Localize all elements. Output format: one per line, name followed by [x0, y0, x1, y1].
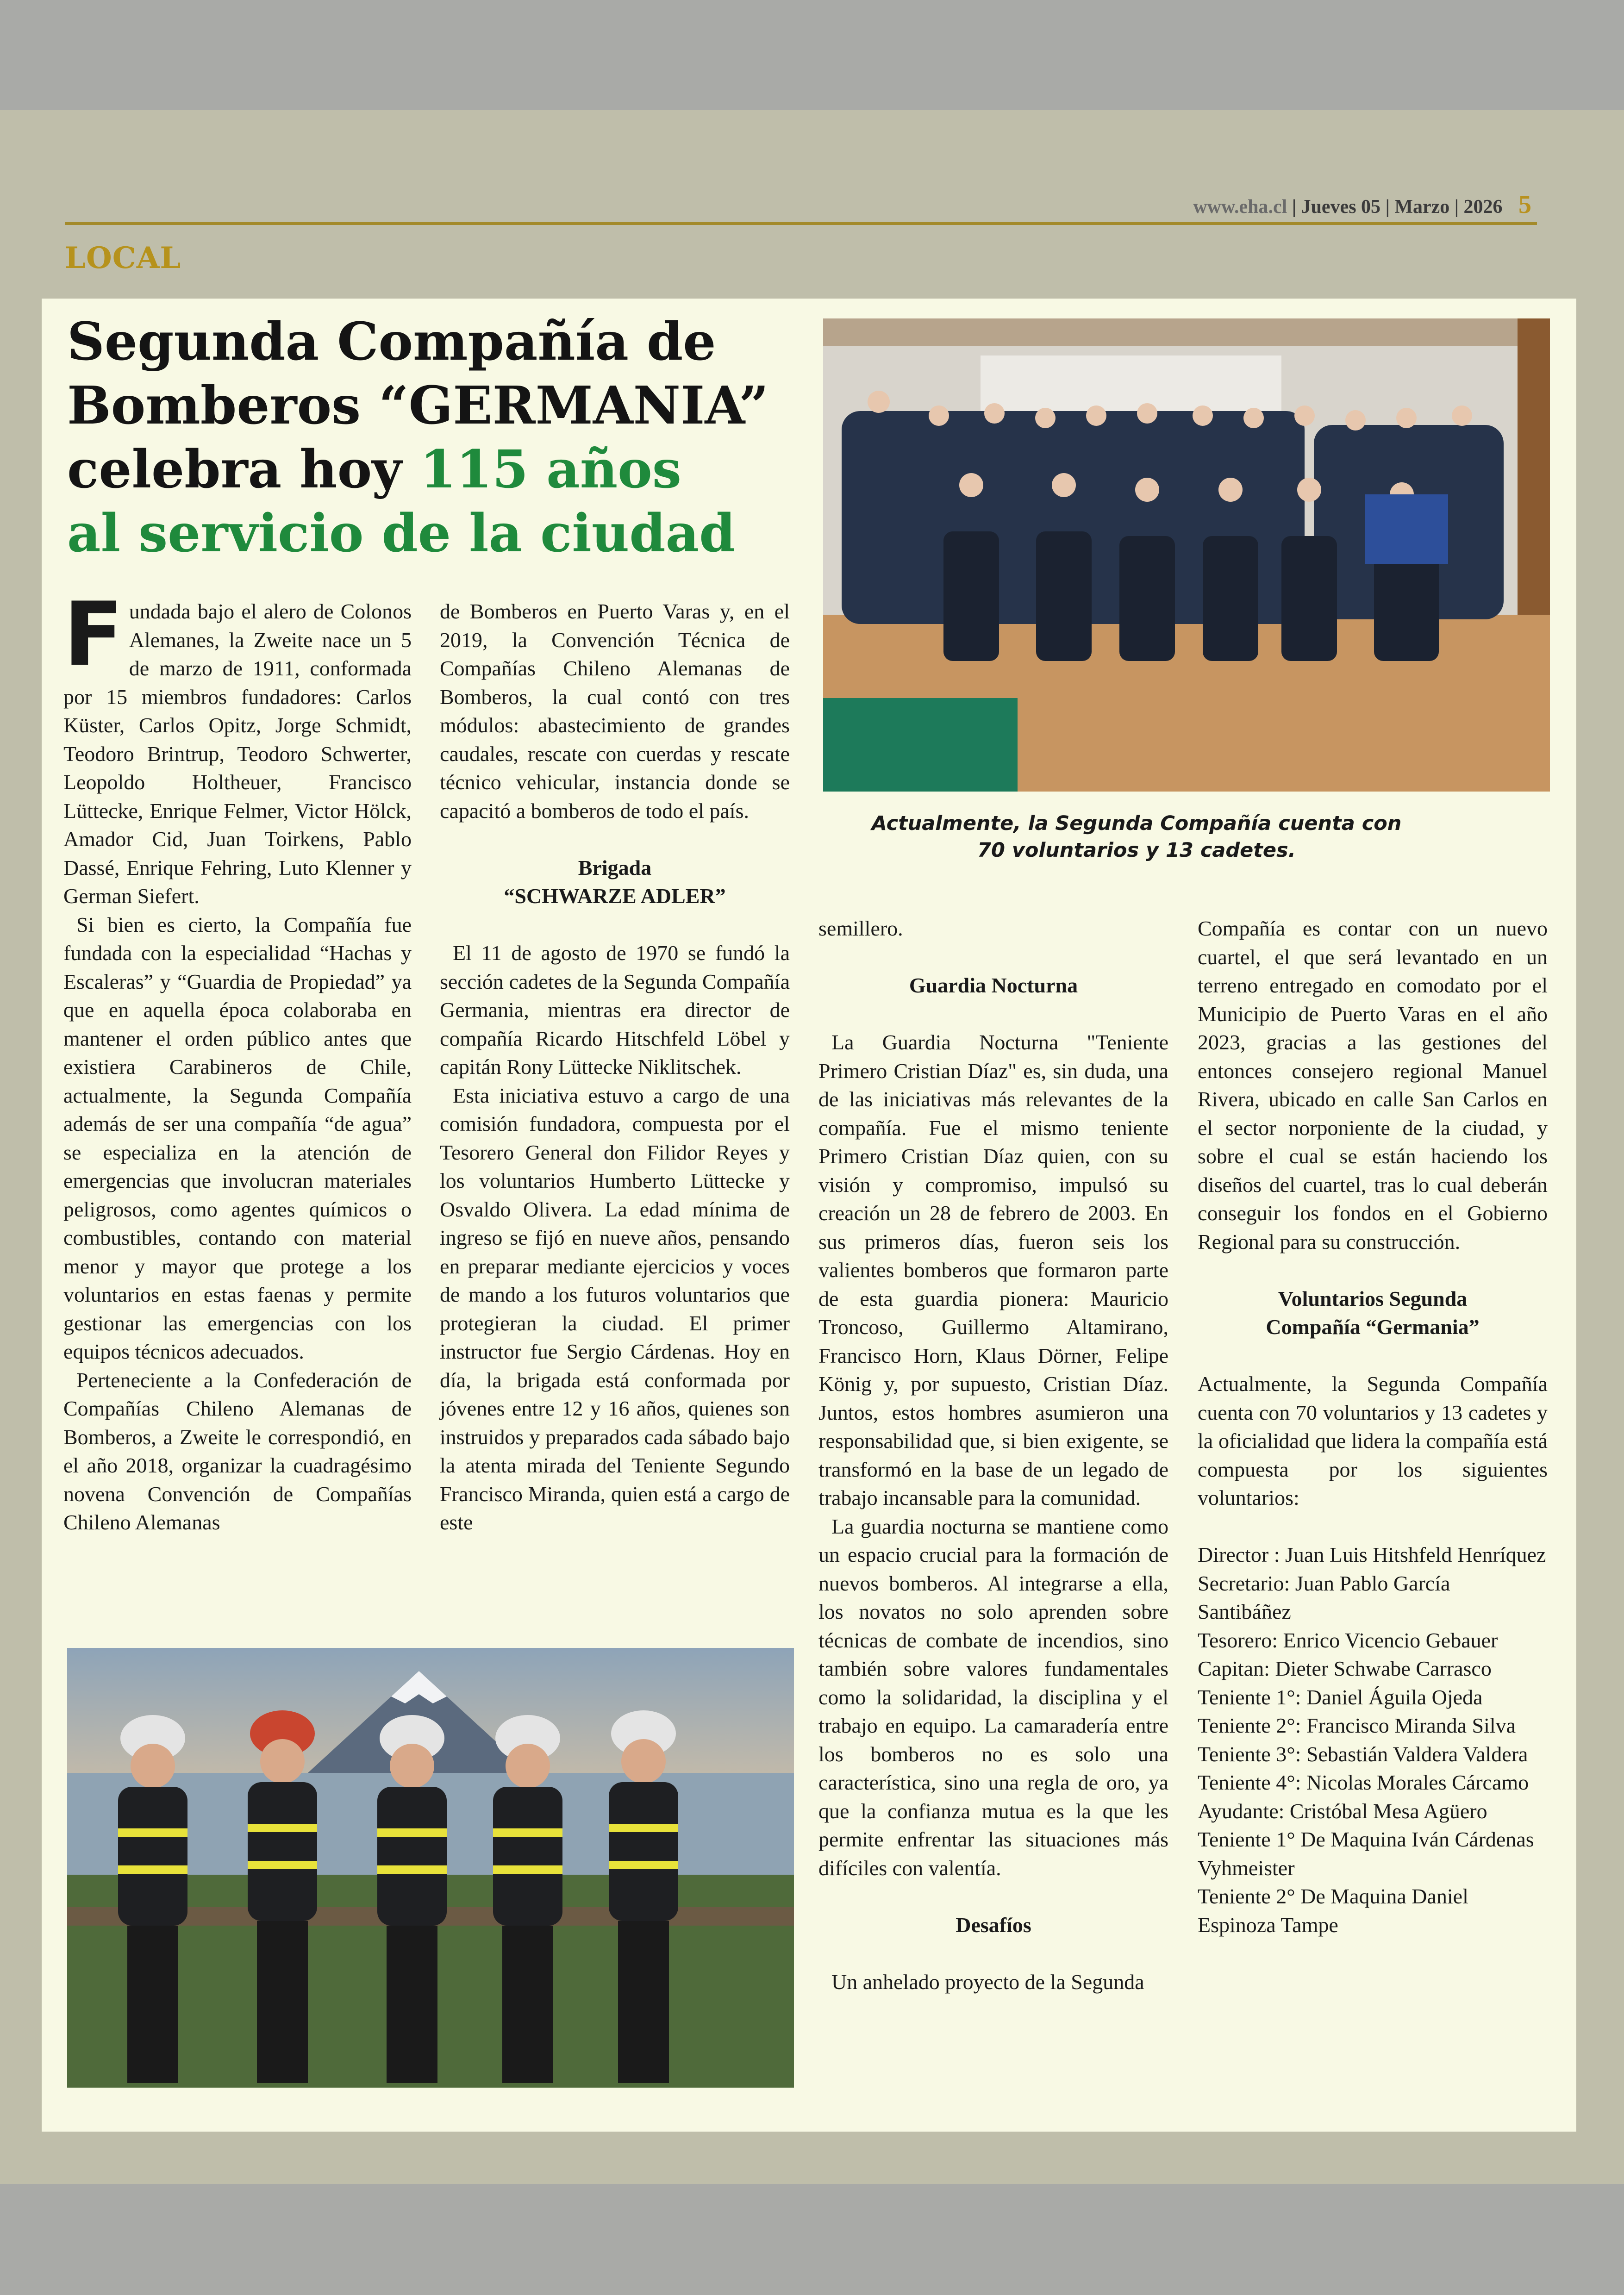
drop-cap: F: [63, 583, 124, 686]
roster-item: Capitan: Dieter Schwabe Carrasco: [1198, 1657, 1492, 1680]
issue-year: 2026: [1463, 196, 1503, 218]
group-photo: [823, 318, 1550, 792]
section-label: LOCAL: [65, 241, 181, 275]
col1-paragraph-2: Si bien es cierto, la Compañía fue fundada con la especialidad “Hachas y Escaleras” y “Guardia de Propiedad” ya que en aquella época colaboraba en mantener el orden público antes que existiera Carabineros de Chile, actualmente, la Segunda Compañía además de ser una compañía “de agua” se especializa en la atención de emergencias que involucran materiales peligrosos, como agentes químicos o combustibles, contando con material menor y mayor que protege a los voluntarios en estas faenas y permite gestionar las emergencias con los equipos técnicos adecuados.: [63, 912, 412, 1363]
column-4: [1198, 914, 1548, 1939]
col3-paragraph-2: La guardia nocturna se mantiene como un espacio crucial para la formación de nuevos bomberos. Al integrarse a ella, los novatos no solo aprenden sobre técnicas de combate de incendios, sino también sobre valores fundamentales como la solidaridad, la disciplina y el trabajo en equipo. La camaradería entre los bomberos no es solo una característica, sino una regla de oro, ya que la confianza mutua es la que les permite enfrentar las situaciones más difíciles con valentía.: [818, 1514, 1168, 1880]
col3-paragraph-3: Un anhelado proyecto de la Segunda: [831, 1970, 1144, 1994]
headline-highlight: 115 años: [420, 439, 681, 500]
desafios-heading: Desafíos: [956, 1913, 1031, 1937]
headline-line-3-a: celebra hoy: [67, 439, 420, 500]
column-3: [818, 914, 1168, 1996]
col4-paragraph-1: Compañía es contar con un nuevo cuartel, el que será levantado en un terreno entregado en comodato por el Municipio de Puerto Varas en el año 2023, gracias a las gestiones del entonces consejero regional Manuel Rivera, ubicado en calle San Carlos en el sector norponiente de la ciudad, y sobre el cual se están haciendo los diseños del cuartel, tras lo cual deberán conseguir los fondos en el Gobierno Regional para su construcción.: [1198, 917, 1548, 1254]
roster-item: Tesorero: Enrico Vicencio Gebauer: [1198, 1628, 1498, 1652]
issue-month: Marzo: [1394, 196, 1450, 218]
col1-p1-text: undada bajo el alero de Colonos Alemanes, la Zweite nace un 5 de marzo de 1911, conformada por 15 miembros fundadores: Carlos Küster, Carlos Opitz, Jorge Schmidt, Teodoro Brintrup, Teodoro Schwerter, Leopoldo Holtheuer, Francisco Lüttecke, Enrique Felmer, Victor Hölck, Amador Cid, Juan Toirkens, Pablo Dassé, Enrique Fehring, Luto Klenner y German Siefert.: [63, 599, 412, 908]
roster-item: Teniente 1° De Maquina Iván Cárdenas Vyhmeister: [1198, 1827, 1534, 1880]
brigada-heading: Brigada: [578, 855, 652, 879]
brigada-subheading: “SCHWARZE ADLER”: [504, 884, 726, 908]
photo-caption: [824, 810, 1449, 864]
roster-item: Teniente 2°: Francisco Miranda Silva: [1198, 1714, 1516, 1737]
page-number: 5: [1518, 190, 1531, 219]
voluntarios-heading: Voluntarios Segunda: [1278, 1286, 1468, 1310]
roster-item: Ayudante: Cristóbal Mesa Agüero: [1198, 1799, 1487, 1823]
roster-item: Teniente 1°: Daniel Águila Ojeda: [1198, 1685, 1483, 1709]
column-1: [63, 583, 412, 1537]
col3-paragraph-1: La Guardia Nocturna "Teniente Primero Cristian Díaz" es, sin duda, una de las iniciativas más relevantes de la compañía. Fue el mismo teniente Primero Cristian Díaz quien, con su visión y compromiso, impulsó su creación un 28 de febrero de 2003. En sus primeros días, fueron seis los valientes bomberos que formaron parte de esta guardia pionera: Mauricio Troncoso, Guillermo Altamirano, Francisco Horn, Klaus Dörner, Felipe König y, por supuesto, Cristian Díaz. Juntos, estos hombres asumieron una responsabilidad que, si bien exigente, se transformó en la base de un legado de trabajo incansable para la comunidad.: [818, 1030, 1168, 1509]
caption-line-2: 70 voluntarios y 13 cadetes.: [977, 839, 1296, 862]
headline-line-1: Segunda Compañía de: [67, 312, 716, 372]
guardia-heading: Guardia Nocturna: [909, 973, 1078, 997]
headline-line-3: [67, 438, 785, 502]
roster-item: Teniente 4°: Nicolas Morales Cárcamo: [1198, 1771, 1529, 1794]
site-url[interactable]: www.eha.cl: [1193, 196, 1287, 218]
roster-item: Director : Juan Luis Hitshfeld Henríquez: [1198, 1543, 1546, 1566]
caption-line-1: Actualmente, la Segunda Compañía cuenta con: [871, 812, 1402, 835]
voluntarios-subheading: Compañía “Germania”: [1266, 1315, 1480, 1339]
headline-line-4: al servicio de la ciudad: [67, 503, 736, 564]
column-2: [440, 597, 790, 1537]
header-divider: [65, 222, 1537, 225]
col1-paragraph-3: Perteneciente a la Confederación de Compañías Chileno Alemanas de Bomberos, a Zweite le correspondió, en el año 2018, organizar la cuadragésimo novena Convención de Compañías Chileno Alemanas: [63, 1368, 412, 1534]
col4-paragraph-2: Actualmente, la Segunda Compañía cuenta con 70 voluntarios y 13 cadetes y la oficialidad que lidera la compañía está compuesta por los siguientes voluntarios:: [1198, 1372, 1548, 1509]
col3-paragraph-0: semillero.: [818, 917, 903, 940]
roster-item: Secretario: Juan Pablo García Santibáñez: [1198, 1571, 1450, 1623]
col1-paragraph-1: [63, 583, 412, 911]
firefighters-photo: [67, 1648, 794, 2088]
article-headline: [67, 310, 785, 566]
issue-day: Jueves 05: [1301, 196, 1381, 218]
col2-paragraph-3: Esta iniciativa estuvo a cargo de una comisión fundadora, compuesta por el Tesorero General don Filidor Reyes y los voluntarios Humberto Lüttecke y Osvaldo Olivera. La edad mínima de ingreso se fijó en nueve años, pensando en preparar mediante ejercicios y voces de mando a los futuros voluntarios que protegieran la ciudad. El primer instructor fue Sergio Cárdenas. Hoy en día, la brigada está conformada por jóvenes entre 12 y 16 años, quienes son instruidos y preparados cada sábado bajo la atenta mirada del Teniente Segundo Francisco Miranda, quien está a cargo de este: [440, 1083, 790, 1534]
col2-paragraph-2: El 11 de agosto de 1970 se fundó la sección cadetes de la Segunda Compañía Germania, mientras era director de compañía Ricardo Hitschfeld Löbel y capitán Rony Lüttecke Niklitschek.: [440, 941, 790, 1079]
roster-item: Teniente 3°: Sebastián Valdera Valdera: [1198, 1742, 1528, 1766]
col2-paragraph-1: de Bomberos en Puerto Varas y, en el 2019, la Convención Técnica de Compañías Chileno Alemanas de Bomberos, la cual contó con tres módulos: abastecimiento de grandes caudales, rescate con cuerdas y rescate técnico vehicular, instancia donde se capacitó a bomberos de todo el país.: [440, 599, 790, 823]
masthead: www.eha.cl | Jueves 05 | Marzo | 2026 5: [1193, 190, 1531, 219]
roster-item: Teniente 2° De Maquina Daniel Espinoza Tampe: [1198, 1884, 1468, 1937]
headline-line-2: Bomberos “GERMANIA”: [67, 375, 769, 436]
